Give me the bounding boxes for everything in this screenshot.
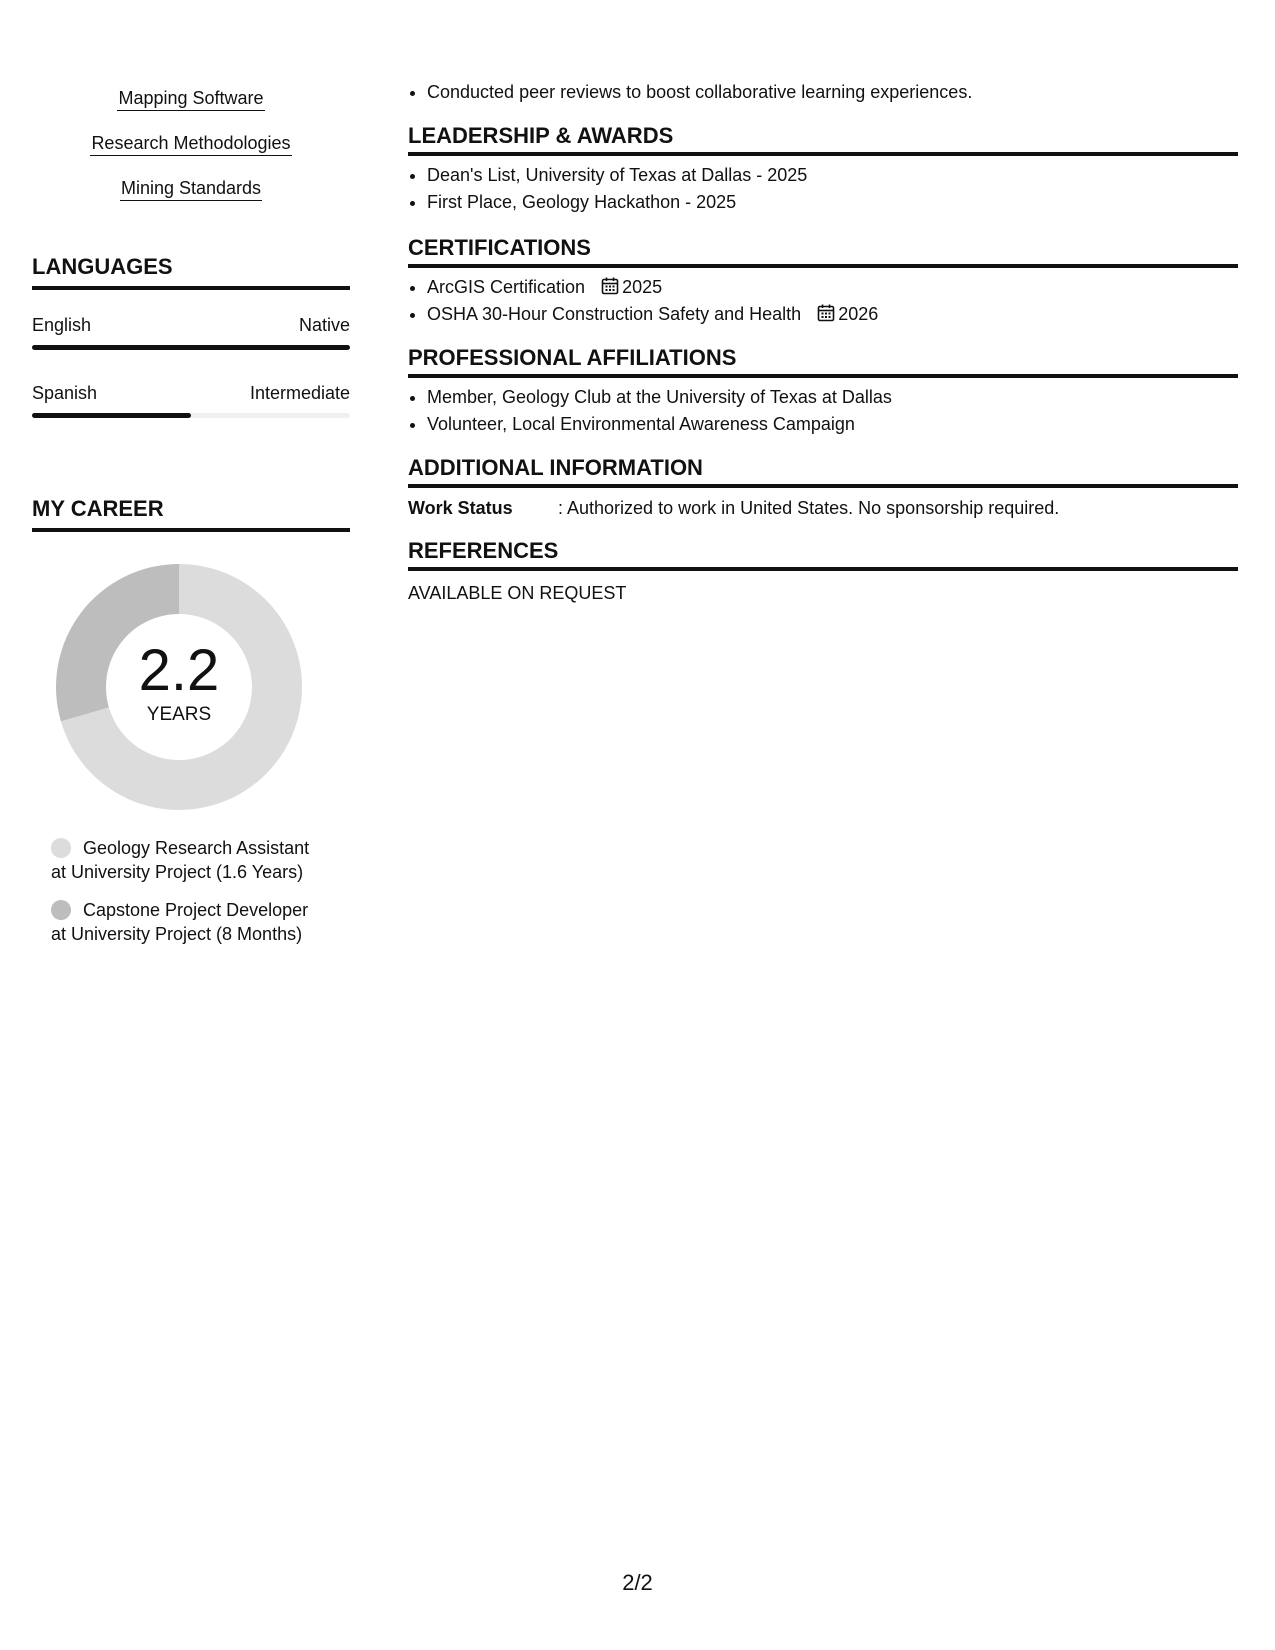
career-donut-chart	[56, 564, 302, 810]
list-item: • Conducted peer reviews to boost collaborative learning experiences.	[427, 79, 1238, 106]
list-item: • First Place, Geology Hackathon - 2025	[427, 189, 1238, 216]
language-proficiency-bar	[32, 413, 350, 418]
calendar-icon	[816, 303, 836, 323]
list-item: • Member, Geology Club at the University of Texas at Dallas	[427, 384, 1238, 411]
legend-item: Capstone Project Developer at University Project (8 Months)	[51, 900, 309, 944]
career-legend	[51, 836, 351, 960]
career-total-unit: YEARS	[146, 704, 212, 725]
language-proficiency-fill	[32, 345, 350, 350]
affiliations-section	[408, 345, 1238, 438]
language-proficiency-fill	[32, 413, 191, 418]
skills-list	[32, 86, 350, 221]
additional-info-heading: ADDITIONAL INFORMATION	[408, 455, 1238, 488]
additional-info-section	[408, 455, 1238, 520]
skill-item: Research Methodologies	[32, 131, 350, 176]
language-spanish	[32, 382, 350, 418]
language-english	[32, 314, 350, 350]
work-status-value: : Authorized to work in United States. No sponsorship required.	[558, 498, 1060, 518]
legend-item: Geology Research Assistant at University Project (1.6 Years)	[51, 838, 310, 882]
languages-heading: LANGUAGES	[32, 254, 350, 290]
list-item: • Volunteer, Local Environmental Awareness Campaign	[427, 411, 1238, 438]
leadership-section	[408, 123, 1238, 216]
leadership-heading: LEADERSHIP & AWARDS	[408, 123, 1238, 156]
affiliations-heading: PROFESSIONAL AFFILIATIONS	[408, 345, 1238, 378]
work-status-row	[408, 496, 1238, 520]
language-proficiency-bar	[32, 345, 350, 350]
language-name: English	[32, 315, 92, 335]
references-section	[408, 538, 1238, 605]
calendar-icon	[600, 276, 620, 296]
career-total-years: 2.2	[138, 638, 220, 703]
skill-item: Mapping Software	[32, 86, 350, 131]
page-number: 2/2	[622, 1570, 653, 1595]
career-heading: MY CAREER	[32, 496, 350, 532]
certifications-heading: CERTIFICATIONS	[408, 235, 1238, 268]
list-item: • Dean's List, University of Texas at Dallas - 2025	[427, 162, 1238, 189]
language-name: Spanish	[32, 383, 98, 403]
skill-item: Mining Standards	[32, 176, 350, 221]
list-item: • OSHA 30-Hour Construction Safety and Health 2026	[427, 301, 1238, 328]
work-status-label: Work Status	[408, 498, 513, 518]
experience-continued	[408, 79, 1238, 106]
legend-dot	[51, 838, 71, 858]
language-level: Intermediate	[249, 383, 350, 403]
legend-dot	[51, 900, 71, 920]
list-item: • ArcGIS Certification 2025	[427, 274, 1238, 301]
references-heading: REFERENCES	[408, 538, 1238, 571]
language-level: Native	[298, 315, 350, 335]
certifications-section	[408, 235, 1238, 328]
references-text: AVAILABLE ON REQUEST	[408, 583, 627, 603]
